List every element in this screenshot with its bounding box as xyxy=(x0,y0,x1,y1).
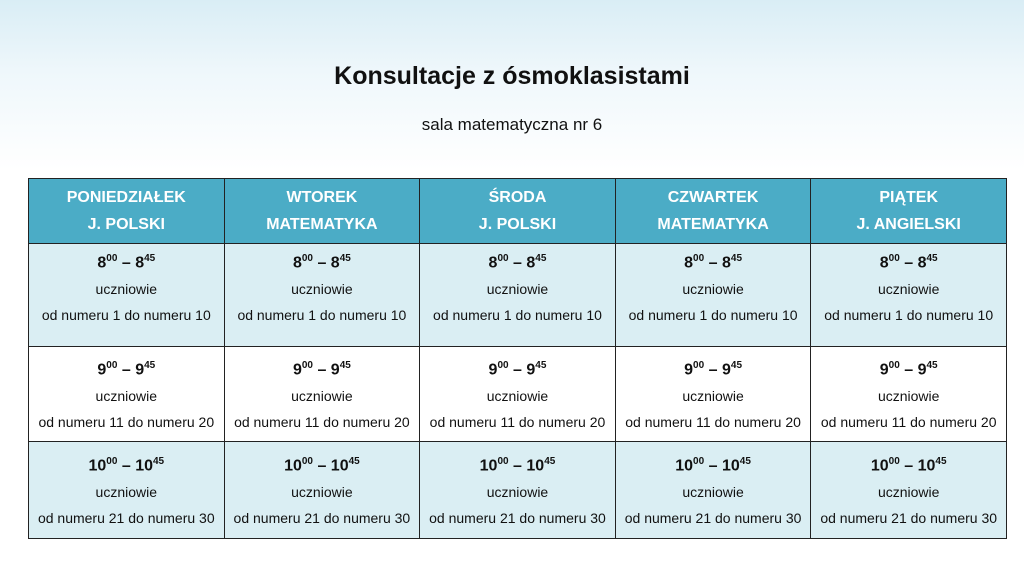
schedule-cell xyxy=(615,442,811,539)
number-range: od numeru 21 do numeru 30 xyxy=(429,510,606,527)
subject-label: J. POLSKI xyxy=(478,216,557,233)
number-range: od numeru 11 do numeru 20 xyxy=(38,414,215,431)
students-label: uczniowie xyxy=(95,484,158,501)
students-label: uczniowie xyxy=(291,388,353,405)
number-range: od numeru 21 do numeru 30 xyxy=(37,510,215,527)
schedule-cell xyxy=(615,244,811,347)
header-cell-tuesday xyxy=(224,179,420,244)
schedule-cell xyxy=(224,244,420,347)
day-label: ŚRODA xyxy=(488,189,547,206)
number-range: od numeru 11 do numeru 20 xyxy=(820,414,997,431)
schedule-cell xyxy=(224,347,420,442)
time-slot: $10^{00} - 10^{45}$ xyxy=(88,455,165,475)
schedule-cell xyxy=(224,442,420,539)
students-label: uczniowie xyxy=(877,281,940,298)
number-range: od numeru 11 do numeru 20 xyxy=(625,414,801,431)
header-cell-thursday xyxy=(615,179,811,244)
students-label: uczniowie xyxy=(291,281,353,298)
schedule-cell xyxy=(811,244,1007,347)
number-range: od numeru 21 do numeru 30 xyxy=(624,510,802,527)
time-slot: $8^{00} - 8^{45}$ xyxy=(879,253,938,272)
schedule-cell xyxy=(615,347,811,442)
day-label: CZWARTEK xyxy=(667,189,759,206)
schedule-table xyxy=(28,178,1007,539)
header-row xyxy=(29,179,1007,244)
time-slot: $8^{00} - 8^{45}$ xyxy=(488,253,547,272)
students-label: uczniowie xyxy=(486,388,549,405)
number-range: od numeru 1 do numeru 10 xyxy=(41,307,211,324)
students-label: uczniowie xyxy=(291,484,353,501)
time-slot: $9^{00} - 9^{45}$ xyxy=(292,359,351,379)
students-label: uczniowie xyxy=(877,388,940,405)
number-range: od numeru 11 do numeru 20 xyxy=(234,414,410,431)
number-range: od numeru 21 do numeru 30 xyxy=(820,510,998,527)
schedule-cell xyxy=(29,244,225,347)
time-slot: $10^{00} - 10^{45}$ xyxy=(479,455,556,475)
header-cell-wednesday xyxy=(420,179,616,244)
schedule-cell xyxy=(811,347,1007,442)
number-range: od numeru 1 do numeru 10 xyxy=(824,307,994,324)
time-slot: $9^{00} - 9^{45}$ xyxy=(488,359,547,379)
time-slot: $10^{00} - 10^{45}$ xyxy=(675,455,751,475)
number-range: od numeru 1 do numeru 10 xyxy=(237,307,407,324)
table-row xyxy=(29,442,1007,539)
time-slot: $9^{00} - 9^{45}$ xyxy=(97,359,156,379)
students-label: uczniowie xyxy=(95,388,158,405)
subject-label: J. ANGIELSKI xyxy=(856,216,961,233)
subject-label: J. POLSKI xyxy=(87,216,165,233)
number-range: od numeru 21 do numeru 30 xyxy=(233,510,411,527)
schedule-cell xyxy=(420,442,616,539)
number-range: od numeru 1 do numeru 10 xyxy=(628,307,798,324)
number-range: od numeru 1 do numeru 10 xyxy=(433,307,602,324)
page-title: Konsultacje z ósmoklasistami xyxy=(334,62,690,90)
students-label: uczniowie xyxy=(682,281,744,298)
students-label: uczniowie xyxy=(682,484,744,501)
time-slot: $8^{00} - 8^{45}$ xyxy=(684,253,743,272)
students-label: uczniowie xyxy=(95,281,158,298)
schedule-cell xyxy=(420,347,616,442)
day-label: PONIEDZIAŁEK xyxy=(66,189,186,206)
day-label: WTOREK xyxy=(286,189,358,206)
day-label: PIĄTEK xyxy=(879,189,939,206)
time-slot: $10^{00} - 10^{45}$ xyxy=(870,455,947,475)
number-range: od numeru 11 do numeru 20 xyxy=(429,414,606,431)
schedule-cell xyxy=(29,442,225,539)
page-subtitle: sala matematyczna nr 6 xyxy=(421,115,603,134)
students-label: uczniowie xyxy=(486,484,549,501)
time-slot: $9^{00} - 9^{45}$ xyxy=(684,359,743,379)
students-label: uczniowie xyxy=(486,281,549,298)
time-slot: $9^{00} - 9^{45}$ xyxy=(879,359,938,379)
students-label: uczniowie xyxy=(877,484,940,501)
header-cell-monday xyxy=(29,179,225,244)
header-cell-friday xyxy=(811,179,1007,244)
table-row xyxy=(29,244,1007,347)
schedule-cell xyxy=(420,244,616,347)
schedule-cell xyxy=(811,442,1007,539)
table-row xyxy=(29,347,1007,442)
time-slot: $10^{00} - 10^{45}$ xyxy=(284,455,360,475)
time-slot: $8^{00} - 8^{45}$ xyxy=(292,253,351,272)
subject-label: MATEMATYKA xyxy=(657,216,769,233)
time-slot: $8^{00} - 8^{45}$ xyxy=(97,253,156,272)
students-label: uczniowie xyxy=(682,388,744,405)
subject-label: MATEMATYKA xyxy=(266,216,378,233)
schedule-cell xyxy=(29,347,225,442)
